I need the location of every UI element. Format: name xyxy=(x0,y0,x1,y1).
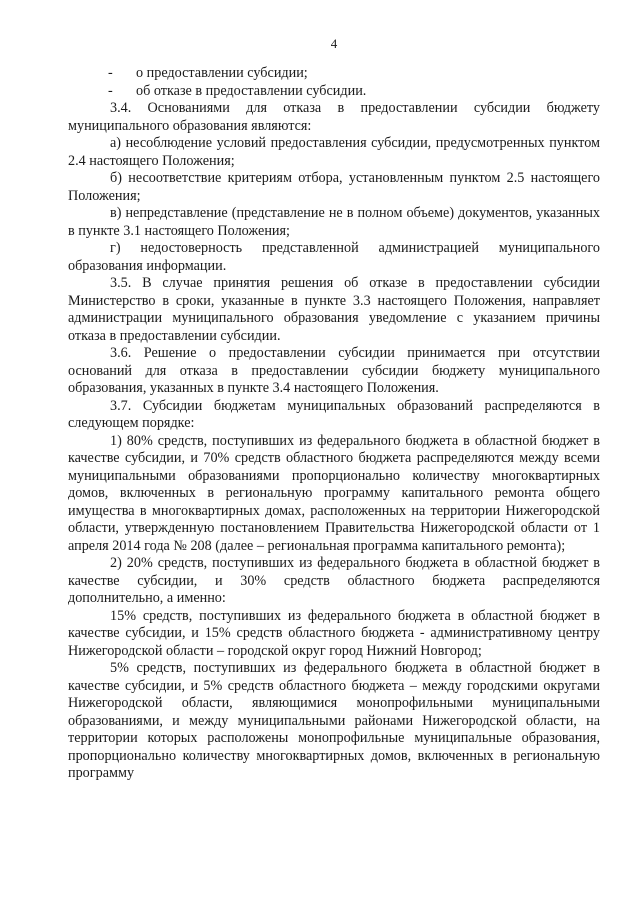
dash-item-text: о предоставлении субсидии; xyxy=(136,65,308,81)
dash-mark: - xyxy=(108,82,113,99)
dash-mark: - xyxy=(108,65,113,81)
paragraph-3-7-2: 2) 20% средств, поступивших из федерального бюджета в областной бюджет в качестве субсидии, и 30% средств областного бюджета распределяются дополнительно, а именно: xyxy=(68,555,600,606)
paragraph-3-7: 3.7. Субсидии бюджетам муниципальных образований распределяются в следующем порядке: xyxy=(68,397,600,431)
paragraph-3-6: 3.6. Решение о предоставлении субсидии принимается при отсутствии оснований для отказа в предоставлении субсидии бюджету муниципального образования, указанных в пункте 3.4 настоящего Положения. xyxy=(68,345,600,396)
dash-item xyxy=(68,83,600,101)
paragraph-3-4: 3.4. Основаниями для отказа в предоставлении субсидии бюджету муниципального образования являются: xyxy=(68,100,600,134)
page-number: 4 xyxy=(330,36,338,51)
paragraph-3-4-d: г) недостоверность представленной администрацией муниципального образования информации. xyxy=(68,240,600,274)
document-body xyxy=(68,65,600,783)
paragraph-3-5: 3.5. В случае принятия решения об отказе в предоставлении субсидии Министерство в сроки, указанные в пункте 3.3 настоящего Положения, направляет администрации муниципального образования уведомление с указанием причины отказа в предоставлении субсидии. xyxy=(68,275,600,344)
paragraph-15-percent: 15% средств, поступивших из федерального бюджета в областной бюджет в качестве субсидии, и 15% средств областного бюджета - административному центру Нижегородской области – городской округ город Нижний Новгород; xyxy=(68,607,600,659)
paragraph-3-7-1: 1) 80% средств, поступивших из федерального бюджета в областной бюджет в качестве субсидии, и 70% средств областного бюджета распределяются между всеми муниципальными образованиями пропорционально количеству многоквартирных домов, включенных в региональную программу капитального ремонта общего имущества в многоквартирных домах, расположенных на территории Нижегородской области, утвержденную постановлением Правительства Нижегородской области от 1 апреля 2014 года № 208 (далее – региональная программа капитального ремонта); xyxy=(68,432,600,554)
paragraph-3-4-b: б) несоответствие критериям отбора, установленным пунктом 2.5 настоящего Положения; xyxy=(68,170,600,204)
paragraph-3-4-c: в) непредставление (представление не в полном объеме) документов, указанных в пункте 3.1 настоящего Положения; xyxy=(68,205,600,239)
paragraph-5-percent: 5% средств, поступивших из федерального бюджета в областной бюджет в качестве субсидии, и 5% средств областного бюджета – между городскими округами Нижегородской области, являющимися монопрофильными муниципальными образованиями, и между муниципальными районами Нижегородской области, на территории которых расположены монопрофильные муниципальные образования, пропорционально количеству многоквартирных домов, включенных в региональную программу xyxy=(68,660,600,781)
dash-item xyxy=(68,65,600,83)
dash-item-text: об отказе в предоставлении субсидии. xyxy=(136,82,367,99)
paragraph-3-4-a: а) несоблюдение условий предоставления субсидии, предусмотренных пунктом 2.4 настоящего Положения; xyxy=(68,135,600,169)
